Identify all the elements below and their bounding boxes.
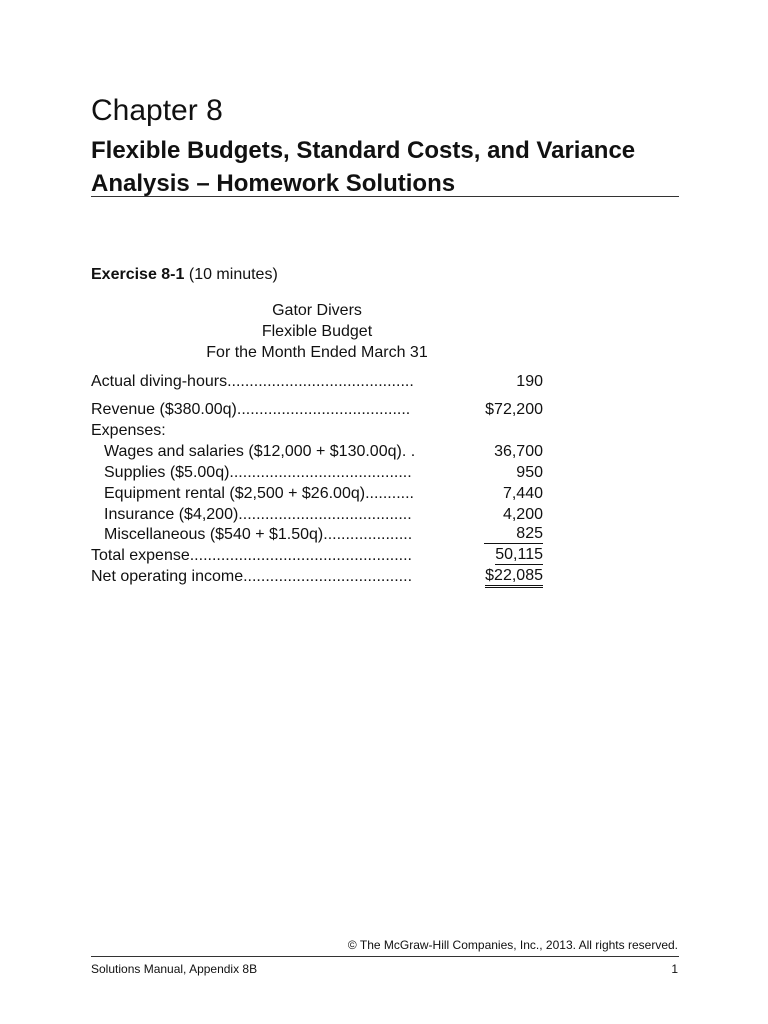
subtitle-line-2: Analysis – Homework Solutions bbox=[91, 170, 456, 197]
row-label: Net operating income...................................... bbox=[91, 568, 413, 585]
row-equipment-rental bbox=[91, 483, 543, 504]
company-name: Gator Divers bbox=[272, 302, 362, 319]
statement-name: Flexible Budget bbox=[261, 323, 373, 340]
row-insurance bbox=[91, 504, 543, 525]
row-amount: $72,200 bbox=[485, 401, 543, 418]
subtitle-line-1: Flexible Budgets, Standard Costs, and Variance bbox=[91, 137, 636, 164]
chapter-subtitle bbox=[91, 134, 691, 200]
row-wages bbox=[91, 441, 543, 462]
row-amount: 7,440 bbox=[502, 485, 543, 502]
row-expenses-heading bbox=[91, 420, 543, 441]
row-amount: $22,085 bbox=[485, 566, 543, 588]
row-net-operating-income bbox=[91, 566, 543, 587]
row-amount: 36,700 bbox=[494, 443, 543, 460]
page-number: 1 bbox=[671, 962, 678, 976]
row-label: Revenue ($380.00q)....................................... bbox=[91, 401, 411, 418]
exercise-heading bbox=[91, 265, 278, 285]
statement-period: For the Month Ended March 31 bbox=[206, 344, 428, 361]
row-amount: 825 bbox=[484, 524, 543, 544]
row-revenue bbox=[91, 399, 543, 420]
row-amount: 190 bbox=[516, 373, 543, 390]
row-label: Actual diving-hours.......................................... bbox=[91, 373, 414, 390]
row-label: Total expense.................................................. bbox=[91, 547, 412, 564]
row-label: Insurance ($4,200)....................................... bbox=[104, 506, 412, 523]
row-supplies bbox=[91, 462, 543, 483]
row-label: Equipment rental ($2,500 + $26.00q)........... bbox=[104, 485, 414, 502]
row-actual-diving-hours bbox=[91, 371, 543, 392]
exercise-time: (10 minutes) bbox=[188, 266, 278, 283]
row-total-expense bbox=[91, 545, 543, 566]
title-divider bbox=[91, 196, 679, 197]
copyright-notice: © The McGraw-Hill Companies, Inc., 2013. All rights reserved. bbox=[347, 938, 678, 952]
row-amount: 50,115 bbox=[495, 546, 543, 563]
footer-source: Solutions Manual, Appendix 8B bbox=[91, 962, 258, 976]
footer-divider bbox=[91, 956, 679, 957]
row-label: Supplies ($5.00q)......................................... bbox=[104, 464, 412, 481]
row-amount: 4,200 bbox=[502, 506, 543, 523]
row-amount: 950 bbox=[516, 464, 543, 481]
row-miscellaneous bbox=[91, 524, 543, 545]
row-label: Miscellaneous ($540 + $1.50q).................... bbox=[104, 526, 413, 543]
chapter-title: Chapter 8 bbox=[91, 94, 223, 127]
row-label: Expenses: bbox=[91, 422, 166, 439]
row-label: Wages and salaries ($12,000 + $130.00q). . bbox=[104, 443, 416, 460]
exercise-label: Exercise 8-1 bbox=[91, 266, 185, 283]
